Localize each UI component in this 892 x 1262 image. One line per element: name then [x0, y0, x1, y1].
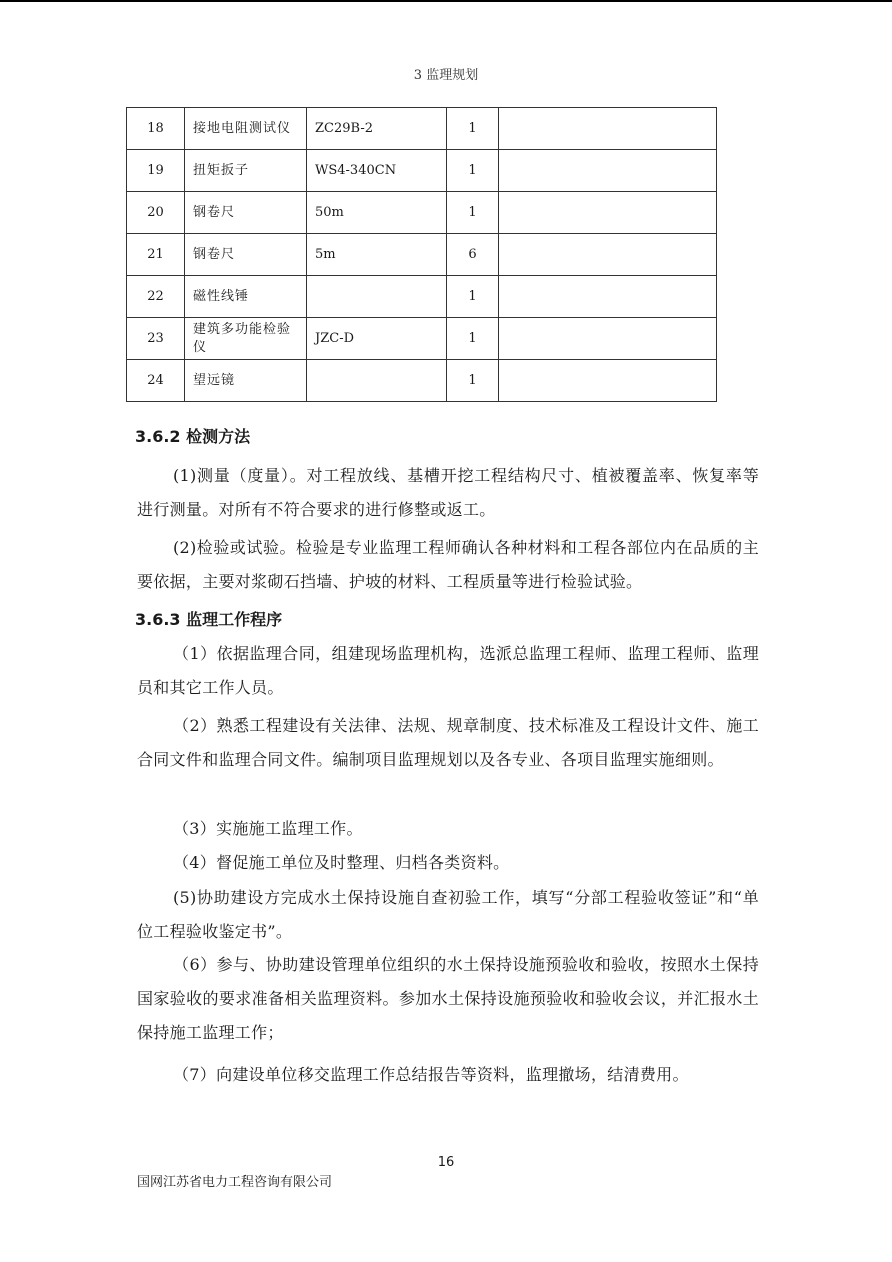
equipment-quantity: 1	[447, 276, 499, 318]
equipment-note	[499, 150, 717, 192]
paragraph-step-7: （7）向建设单位移交监理工作总结报告等资料，监理撤场，结清费用。	[173, 1065, 689, 1084]
section-heading-3-6-3: 3.6.3 监理工作程序	[135, 610, 283, 629]
equipment-model	[307, 360, 447, 402]
equipment-name: 钢卷尺	[185, 234, 307, 276]
table-row	[127, 150, 717, 192]
equipment-quantity: 1	[447, 318, 499, 360]
paragraph-step-6: （6）参与、协助建设管理单位组织的水土保持设施预验收和验收，按照水土保持国家验收的要求准备相关监理资料。参加水土保持设施预验收和验收会议，并汇报水土保持施工监理工作；	[137, 955, 759, 1042]
table-row	[127, 276, 717, 318]
table-row	[127, 108, 717, 150]
equipment-name: 接地电阻测试仪	[185, 108, 307, 150]
equipment-model: JZC-D	[307, 318, 447, 360]
row-number: 24	[127, 360, 185, 402]
equipment-model: 5m	[307, 234, 447, 276]
row-number: 18	[127, 108, 185, 150]
section-heading-3-6-2: 3.6.2 检测方法	[135, 427, 251, 446]
equipment-note	[499, 108, 717, 150]
table-row	[127, 234, 717, 276]
equipment-name: 磁性线锤	[185, 276, 307, 318]
equipment-note	[499, 192, 717, 234]
equipment-model: ZC29B-2	[307, 108, 447, 150]
row-number: 20	[127, 192, 185, 234]
equipment-quantity: 6	[447, 234, 499, 276]
equipment-quantity: 1	[447, 360, 499, 402]
equipment-quantity: 1	[447, 192, 499, 234]
equipment-name: 扭矩扳子	[185, 150, 307, 192]
paragraph-measurement: (1)测量（度量）。对工程放线、基槽开挖工程结构尺寸、植被覆盖率、恢复率等进行测量。对所有不符合要求的进行修整或返工。	[137, 466, 759, 519]
equipment-note	[499, 234, 717, 276]
equipment-quantity: 1	[447, 150, 499, 192]
paragraph-step-5: (5)协助建设方完成水土保持设施自查初验工作，填写“分部工程验收签证”和“单位工程验收鉴定书”。	[137, 888, 759, 941]
page-number: 16	[437, 1155, 455, 1170]
equipment-model	[307, 276, 447, 318]
paragraph-inspection: (2)检验或试验。检验是专业监理工程师确认各种材料和工程各部位内在品质的主要依据，主要对浆砌石挡墙、护坡的材料、工程质量等进行检验试验。	[137, 538, 759, 591]
equipment-model: WS4-340CN	[307, 150, 447, 192]
row-number: 19	[127, 150, 185, 192]
row-number: 22	[127, 276, 185, 318]
paragraph-step-1: （1）依据监理合同，组建现场监理机构，选派总监理工程师、监理工程师、监理员和其它工作人员。	[137, 644, 759, 697]
equipment-name: 望远镜	[185, 360, 307, 402]
top-border-line	[0, 0, 892, 2]
row-number: 23	[127, 318, 185, 360]
equipment-note	[499, 360, 717, 402]
equipment-model: 50m	[307, 192, 447, 234]
page-header: 3 监理规划	[413, 68, 479, 83]
row-number: 21	[127, 234, 185, 276]
equipment-note	[499, 318, 717, 360]
paragraph-step-4: （4）督促施工单位及时整理、归档各类资料。	[173, 853, 510, 872]
table-row	[127, 360, 717, 402]
equipment-note	[499, 276, 717, 318]
equipment-name: 钢卷尺	[185, 192, 307, 234]
equipment-name: 建筑多功能检验仪	[185, 318, 307, 360]
table-row	[127, 318, 717, 360]
table-row	[127, 192, 717, 234]
footer-company: 国网江苏省电力工程咨询有限公司	[137, 1175, 333, 1190]
paragraph-step-3: （3）实施施工监理工作。	[173, 819, 363, 838]
equipment-table	[126, 107, 717, 402]
paragraph-step-2: （2）熟悉工程建设有关法律、法规、规章制度、技术标准及工程设计文件、施工合同文件和监理合同文件。编制项目监理规划以及各专业、各项目监理实施细则。	[137, 716, 759, 769]
equipment-quantity: 1	[447, 108, 499, 150]
